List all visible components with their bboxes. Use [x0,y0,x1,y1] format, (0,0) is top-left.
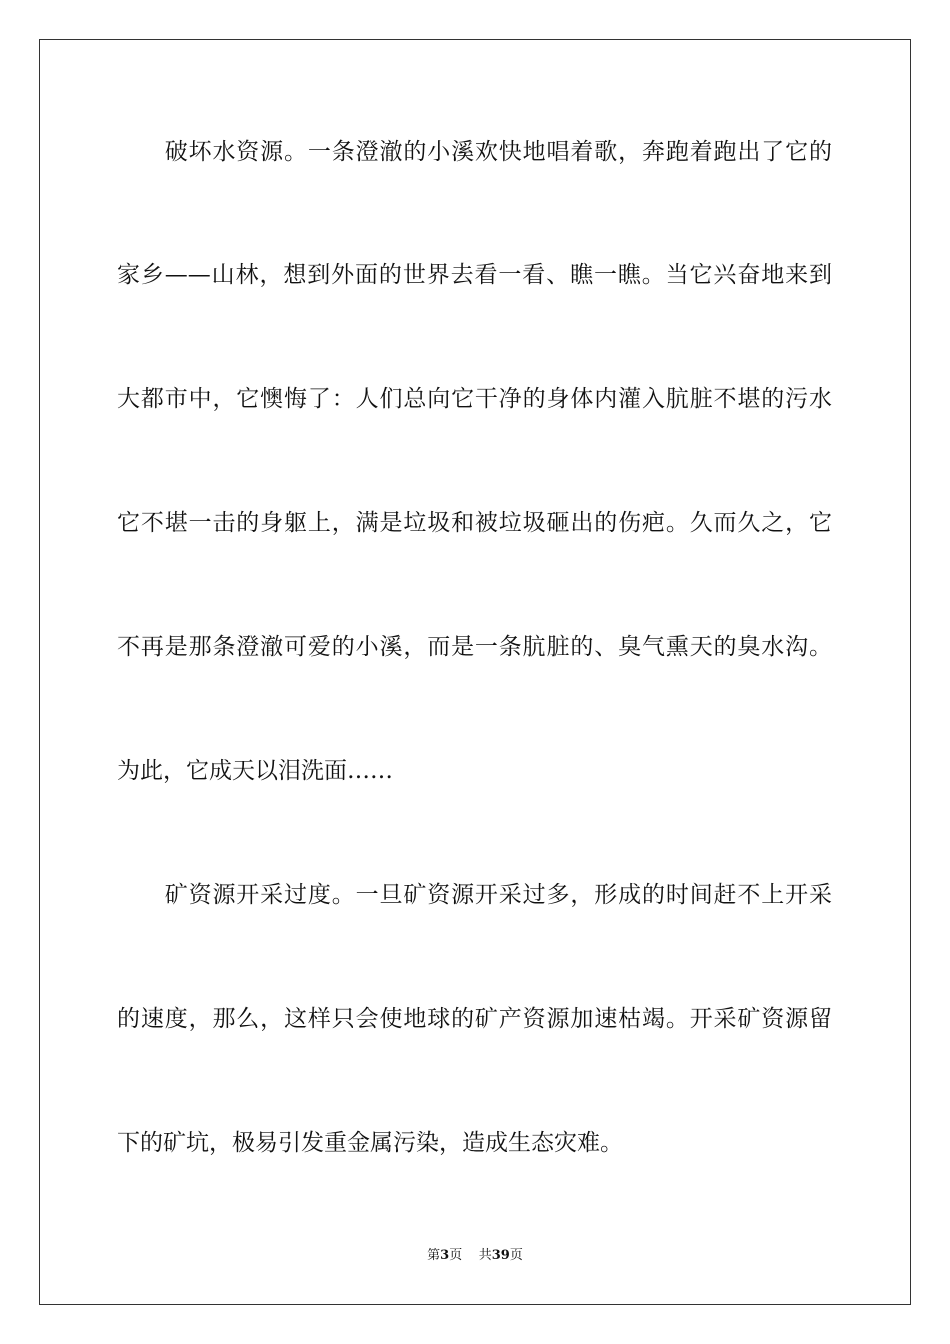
page-border [39,39,911,1305]
paragraph-1-line-1: 破坏水资源。一条澄澈的小溪欢快地唱着歌，奔跑着跑出了它的 [117,139,832,165]
page-prefix: 第 [427,1248,441,1263]
paragraph-1-line-6: 为此，它成天以泪洗面…… [117,758,393,784]
paragraph-1-line-2: 家乡——山林，想到外面的世界去看一看、瞧一瞧。当它兴奋地来到 [117,262,832,288]
page-suffix: 页 [449,1248,463,1263]
paragraph-2-line-3: 下的矿坑，极易引发重金属污染，造成生态灾难。 [117,1130,623,1156]
paragraph-1-line-5: 不再是那条澄澈可爱的小溪，而是一条肮脏的、臭气熏天的臭水沟。 [117,634,832,660]
paragraph-1-line-4: 它不堪一击的身躯上，满是垃圾和被垃圾砸出的伤疤。久而久之，它 [117,510,832,536]
total-suffix: 页 [509,1248,523,1263]
total-prefix: 共 [478,1248,492,1263]
paragraph-2-line-2: 的速度，那么，这样只会使地球的矿产资源加速枯竭。开采矿资源留 [117,1006,832,1032]
page-footer [0,1246,950,1266]
page-number: 3 [440,1248,450,1263]
paragraph-2-line-1: 矿资源开采过度。一旦矿资源开采过多，形成的时间赶不上开采 [117,882,832,908]
paragraph-1-line-3: 大都市中，它懊悔了：人们总向它干净的身体内灌入肮脏不堪的污水 [117,386,832,412]
total-pages: 39 [491,1248,510,1263]
